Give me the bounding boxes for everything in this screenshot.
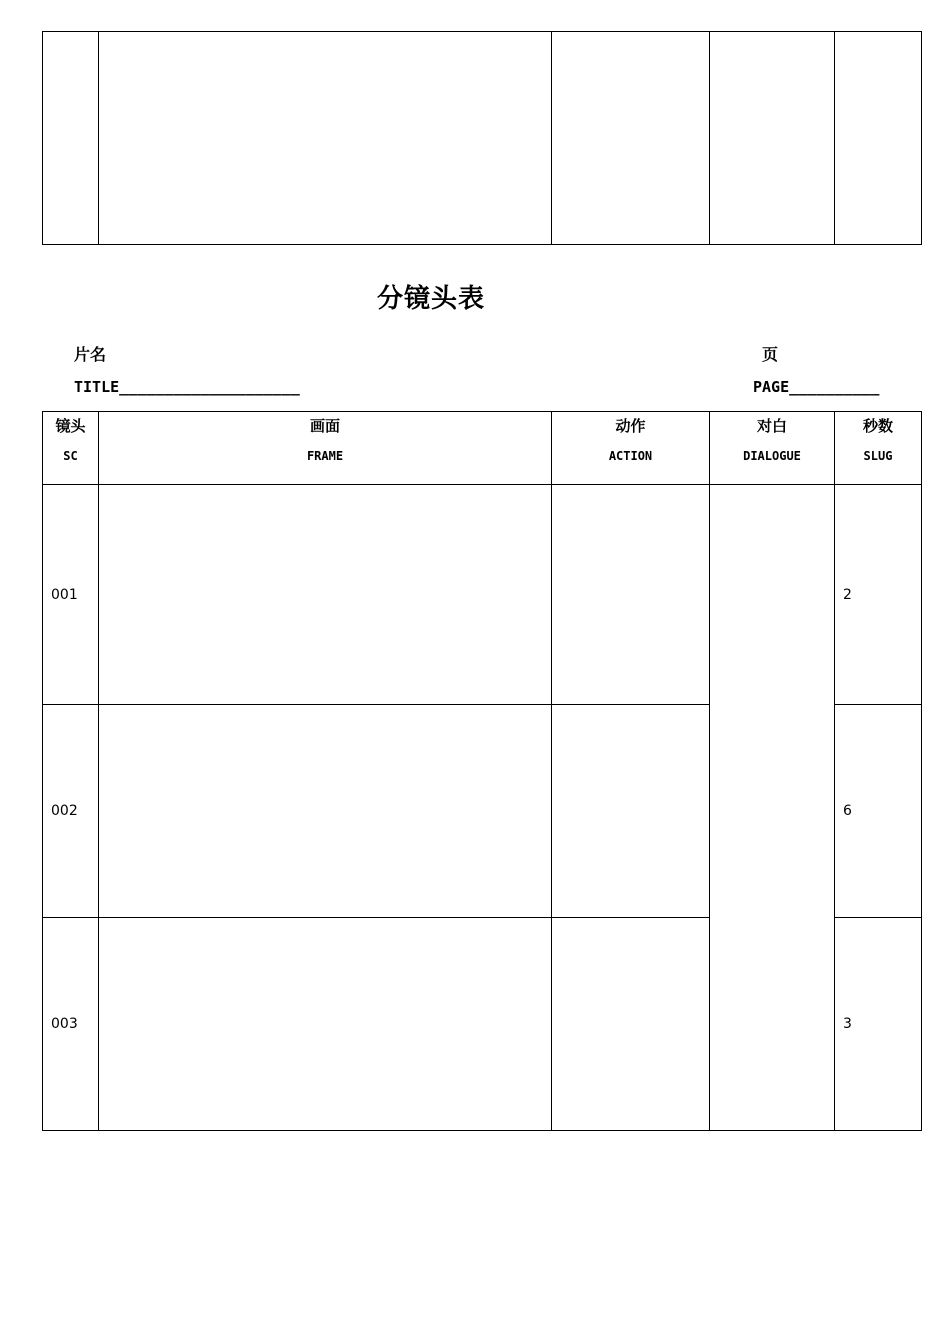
header-action-cn: 动作 [615,417,646,435]
sc-cell: 003 [43,918,99,1131]
continuation-slug-cell [835,32,922,245]
slug-cell: 6 [835,705,922,918]
slug-cell: 2 [835,485,922,705]
frame-cell[interactable] [99,705,552,918]
header-action [552,412,710,485]
header-frame [99,412,552,485]
header-slug-en: SLUG [863,449,893,463]
document-title: 分镜头表 [376,284,485,314]
action-cell[interactable] [552,485,710,705]
header-row [43,412,922,485]
continuation-table [42,31,922,245]
continuation-frame-cell [99,32,552,245]
header-frame-cn: 画面 [309,417,340,435]
header-sc [43,412,99,485]
page-field: PAGE__________ [753,378,880,396]
slug-cell: 3 [835,918,922,1131]
dialogue-cell[interactable] [710,485,835,1131]
title-field: TITLE____________________ [74,378,300,396]
header-dialogue [710,412,835,485]
action-cell[interactable] [552,918,710,1131]
header-sc-cn: 镜头 [55,417,86,435]
header-dialogue-en: DIALOGUE [743,449,801,463]
frame-cell[interactable] [99,485,552,705]
action-cell[interactable] [552,705,710,918]
continuation-sc-cell [43,32,99,245]
sc-cell: 001 [43,485,99,705]
header-sc-en: SC [63,449,78,463]
table-row [43,485,922,705]
page-label-cn: 页 [762,345,779,364]
title-label-cn: 片名 [74,345,107,364]
header-action-en: ACTION [608,449,653,463]
continuation-action-cell [552,32,710,245]
frame-cell[interactable] [99,918,552,1131]
sc-cell: 002 [43,705,99,918]
header-slug [835,412,922,485]
header-dialogue-cn: 对白 [756,417,787,435]
header-slug-cn: 秒数 [862,417,893,435]
continuation-dialogue-cell [710,32,835,245]
header-frame-en: FRAME [306,449,344,463]
storyboard-table [42,411,922,1131]
